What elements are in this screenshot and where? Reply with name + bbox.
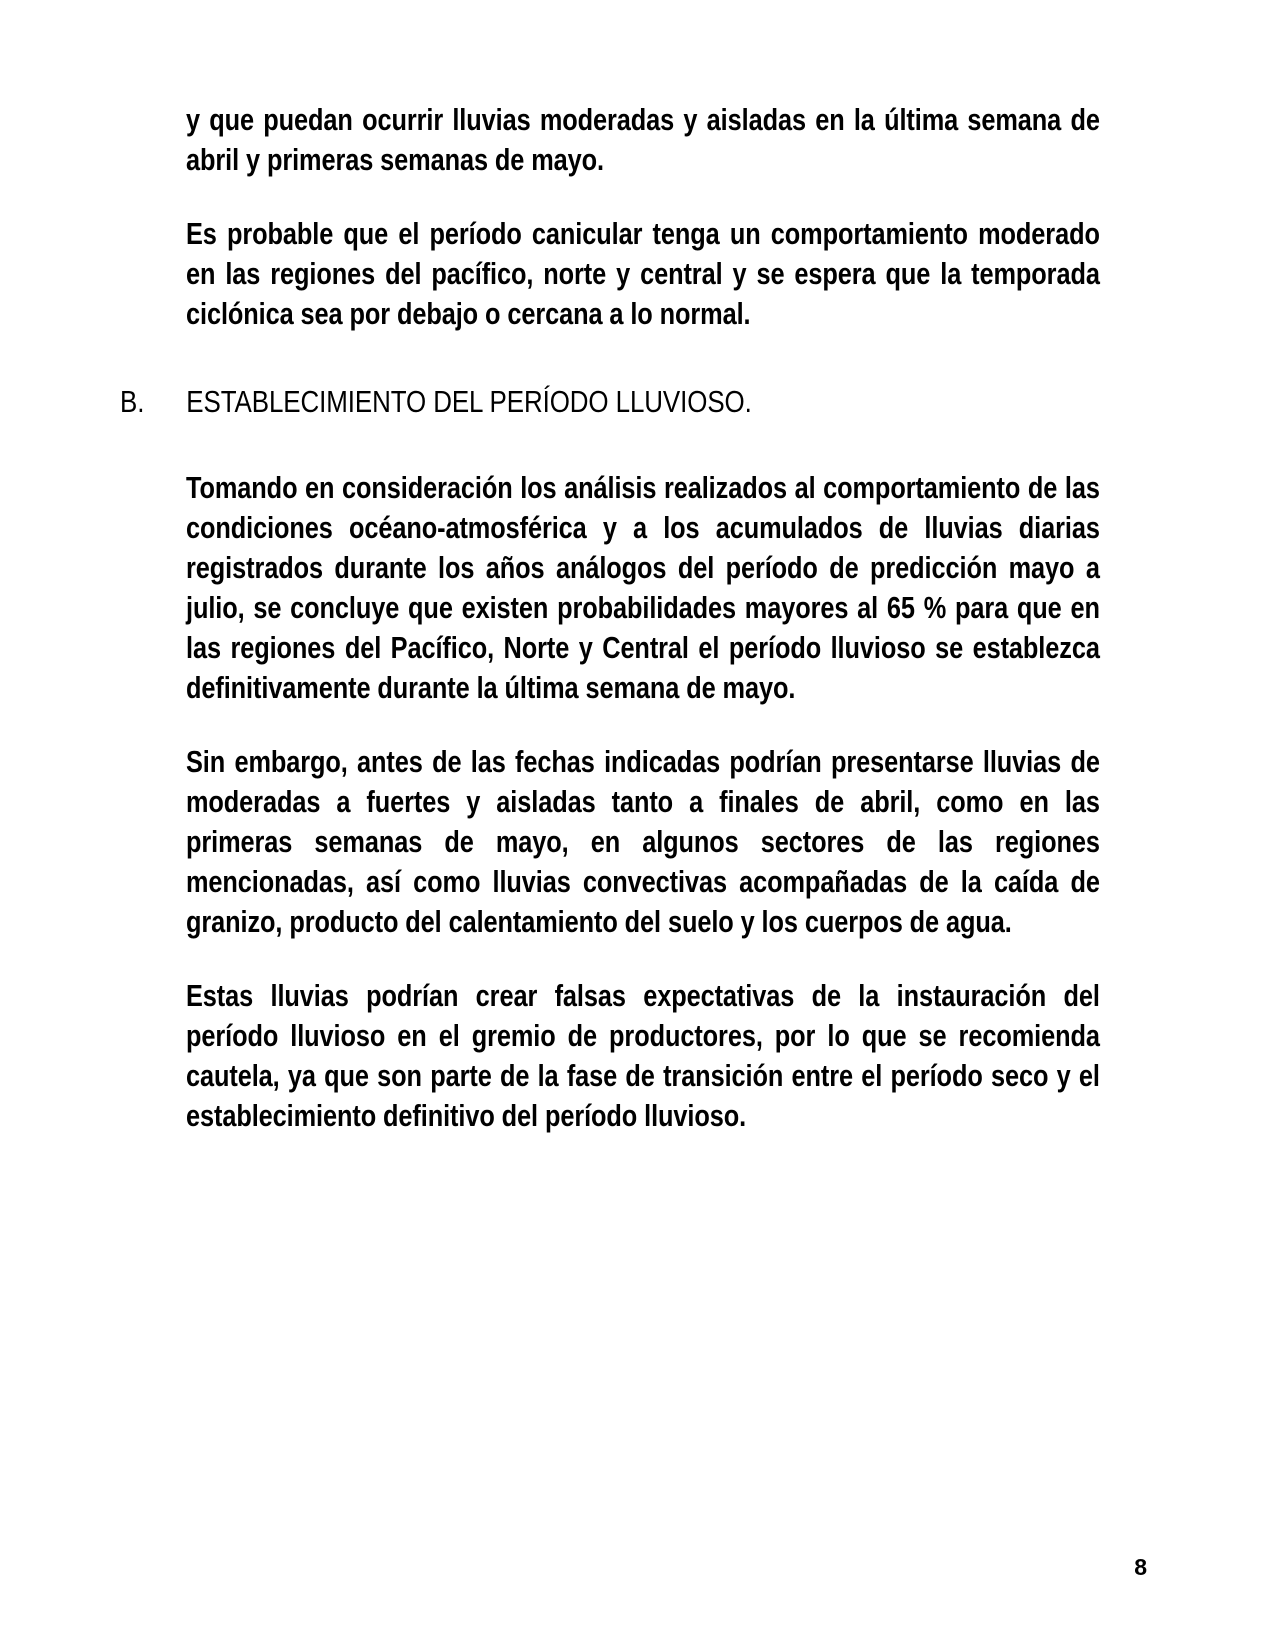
- paragraph-continuation-lluvias-moderadas: y que puedan ocurrir lluvias moderadas y aisladas en la última semana de abril y primeras semanas de mayo.: [186, 103, 1100, 177]
- paragraph-analisis-realizados: Tomando en consideración los análisis realizados al comportamiento de las condiciones océano-atmosférica y a los acumulados de lluvias diarias registrados durante los años análogos del período de predicción mayo a julio, se concluye que existen probabilidades mayores al 65 % para que en las regiones del Pacífico, Norte y Central el período lluvioso se establezca definitivamente durante la última semana de mayo.: [186, 471, 1100, 705]
- section-heading-b: [120, 382, 1109, 422]
- page-content: [120, 100, 1110, 1136]
- page-number: 8: [1134, 1554, 1147, 1580]
- paragraph-periodo-canicular: Es probable que el período canicular tenga un comportamiento moderado en las regiones del pacífico, norte y central y se espera que la temporada ciclónica sea por debajo o cercana a lo normal.: [186, 217, 1100, 331]
- section-title: ESTABLECIMIENTO DEL PERÍODO LLUVIOSO.: [186, 385, 752, 419]
- heading-spacer-bottom: [120, 452, 1110, 468]
- heading-spacer-top: [120, 368, 1110, 382]
- paragraph-sin-embargo: Sin embargo, antes de las fechas indicadas podrían presentarse lluvias de moderadas a fuertes y aisladas tanto a finales de abril, como en las primeras semanas de mayo, en algunos sectores de las regiones mencionadas, así como lluvias convectivas acompañadas de la caída de granizo, producto del calentamiento del suelo y los cuerpos de agua.: [186, 745, 1100, 939]
- paragraph-falsas-expectativas: Estas lluvias podrían crear falsas expectativas de la instauración del período lluvioso en el gremio de productores, por lo que se recomienda cautela, ya que son parte de la fase de transición entre el período seco y el establecimiento definitivo del período lluvioso.: [186, 979, 1100, 1133]
- section-letter: B.: [120, 385, 145, 419]
